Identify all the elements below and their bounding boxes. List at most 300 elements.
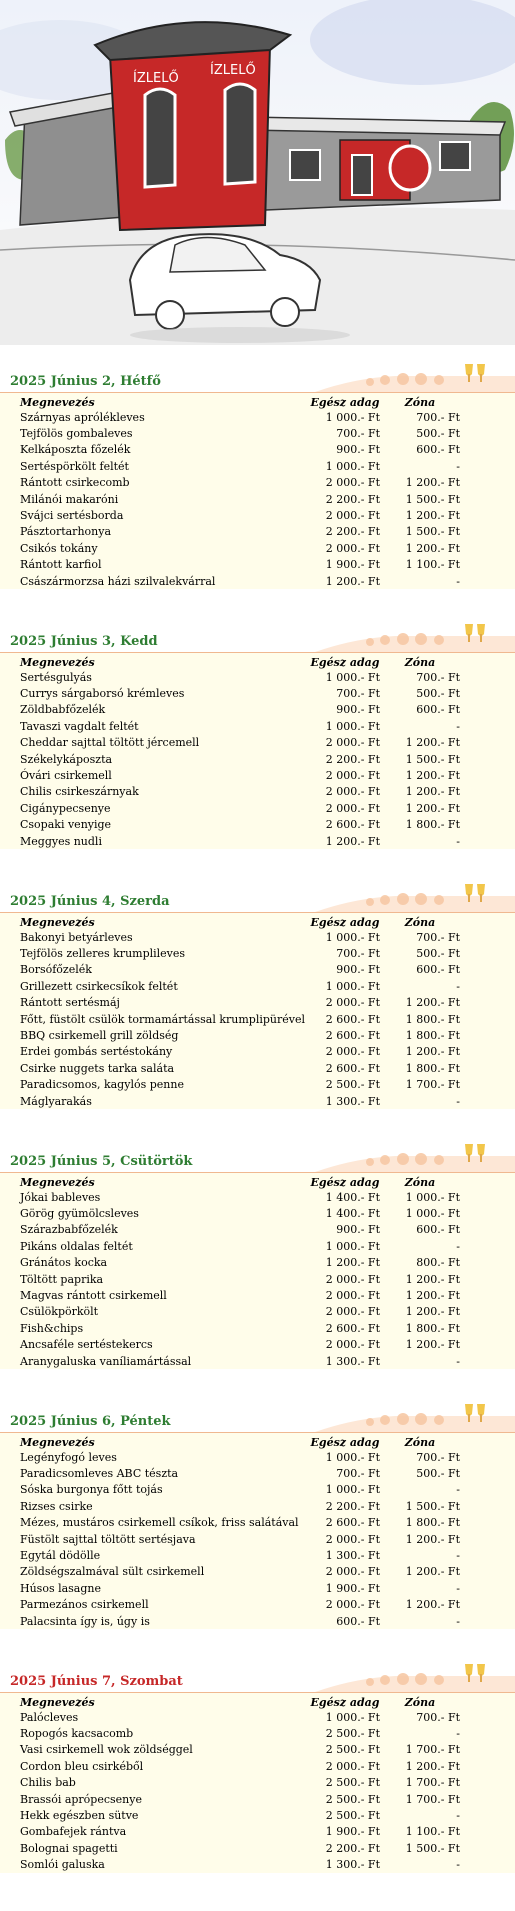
day-title: 2025 Június 7, Szombat — [10, 1674, 183, 1689]
zona-price: - — [456, 1727, 460, 1741]
menu-row — [20, 1465, 460, 1481]
zona-price: 1 200.- Ft — [405, 1598, 460, 1612]
full-portion-price: 1 400.- Ft — [325, 1207, 380, 1221]
menu-row — [20, 1482, 460, 1498]
menu-row — [20, 1304, 460, 1320]
day-menu — [0, 890, 515, 1109]
menu-row — [20, 800, 460, 816]
full-portion-price: 2 000.- Ft — [325, 1532, 380, 1546]
menu-table — [20, 1693, 460, 1873]
full-portion-price: 2 500.- Ft — [325, 1743, 380, 1757]
full-portion-price: 2 000.- Ft — [325, 476, 380, 490]
zona-price: 1 200.- Ft — [405, 1532, 460, 1546]
column-header-full-portion: Egész adag — [310, 1175, 380, 1189]
menu-row — [20, 1791, 460, 1807]
dish-name: Kelkáposzta főzelék — [20, 443, 131, 457]
full-portion-price: 2 000.- Ft — [325, 541, 380, 555]
full-portion-price: 2 000.- Ft — [325, 1305, 380, 1319]
menu-row — [20, 718, 460, 734]
full-portion-price: 2 000.- Ft — [325, 1565, 380, 1579]
column-header-name: Megnevezés — [20, 1175, 95, 1189]
full-portion-price: 1 200.- Ft — [325, 834, 380, 848]
dish-name: Csopaki venyige — [20, 818, 112, 832]
menu-row — [20, 702, 460, 718]
zona-price: 600.- Ft — [416, 963, 460, 977]
menu-row — [20, 1857, 460, 1873]
restaurant-illustration — [0, 0, 515, 345]
zona-price: 1 200.- Ft — [405, 1045, 460, 1059]
menu-row — [20, 540, 460, 556]
menu-row — [20, 409, 460, 425]
menu-row — [20, 1287, 460, 1303]
full-portion-price: 1 000.- Ft — [325, 459, 380, 473]
zona-price: 1 700.- Ft — [405, 1776, 460, 1790]
zona-price: 700.- Ft — [416, 1450, 460, 1464]
dish-name: Csülökpörkölt — [20, 1305, 99, 1319]
menu-row — [20, 784, 460, 800]
day-menu — [0, 630, 515, 849]
full-portion-price: 2 200.- Ft — [325, 1499, 380, 1513]
full-portion-price: 2 600.- Ft — [325, 1029, 380, 1043]
tableware-decoration-icon — [315, 1138, 515, 1172]
zona-price: 1 500.- Ft — [405, 752, 460, 766]
dish-name: Cheddar sajttal töltött jércemell — [20, 736, 200, 750]
menu-row — [20, 524, 460, 540]
full-portion-price: 2 600.- Ft — [325, 1321, 380, 1335]
menu-table — [20, 653, 460, 849]
full-portion-price: 2 200.- Ft — [325, 492, 380, 506]
dish-name: Tavaszi vagdalt feltét — [20, 719, 139, 733]
zona-price: 1 200.- Ft — [405, 1305, 460, 1319]
zona-price: 1 500.- Ft — [405, 492, 460, 506]
dish-name: Tejfölös zelleres krumplileves — [20, 947, 186, 961]
full-portion-price: 1 000.- Ft — [325, 719, 380, 733]
full-portion-price: 2 000.- Ft — [325, 1289, 380, 1303]
dish-name: Svájci sertésborda — [20, 509, 124, 523]
menu-row — [20, 962, 460, 978]
column-header-zona: Zóna — [404, 1435, 436, 1449]
menu-row — [20, 685, 460, 701]
zona-price: 500.- Ft — [416, 1467, 460, 1481]
menu-row — [20, 1449, 460, 1465]
full-portion-price: 700.- Ft — [336, 687, 380, 701]
menu-row — [20, 1498, 460, 1514]
full-portion-price: 900.- Ft — [336, 1223, 380, 1237]
zona-price: - — [456, 719, 460, 733]
full-portion-price: 1 900.- Ft — [325, 1825, 380, 1839]
menu-row — [20, 475, 460, 491]
menu-table — [20, 913, 460, 1109]
column-header-name: Megnevezés — [20, 915, 95, 929]
zona-price: 1 500.- Ft — [405, 525, 460, 539]
day-menu — [0, 1150, 515, 1369]
column-header-full-portion: Egész adag — [310, 1435, 380, 1449]
dish-name: BBQ csirkemell grill zöldség — [20, 1029, 179, 1043]
menu-row — [20, 995, 460, 1011]
column-header-name: Megnevezés — [20, 1695, 95, 1709]
zona-price: 1 200.- Ft — [405, 996, 460, 1010]
zona-price: 1 800.- Ft — [405, 1321, 460, 1335]
zona-price: 700.- Ft — [416, 930, 460, 944]
menu-row — [20, 1011, 460, 1027]
full-portion-price: 1 000.- Ft — [325, 410, 380, 424]
menu-row — [20, 1044, 460, 1060]
full-portion-price: 2 000.- Ft — [325, 1045, 380, 1059]
zona-price: - — [456, 574, 460, 588]
dish-name: Bolognai spagetti — [20, 1841, 118, 1855]
zona-price: - — [456, 1581, 460, 1595]
full-portion-price: 2 500.- Ft — [325, 1776, 380, 1790]
menu-row — [20, 978, 460, 994]
sign-left: ÍZLELŐ — [133, 71, 179, 86]
zona-price: 1 200.- Ft — [405, 541, 460, 555]
full-portion-price: 2 600.- Ft — [325, 818, 380, 832]
dish-name: Főtt, füstölt csülök tormamártással krumplipürével — [20, 1012, 305, 1026]
dish-name: Máglyarakás — [20, 1094, 92, 1108]
full-portion-price: 1 000.- Ft — [325, 1483, 380, 1497]
dish-name: Borsófőzelék — [20, 963, 92, 977]
zona-price: 500.- Ft — [416, 687, 460, 701]
column-header-zona: Zóna — [404, 915, 436, 929]
day-menu — [0, 1670, 515, 1873]
zona-price: 1 200.- Ft — [405, 736, 460, 750]
full-portion-price: 1 000.- Ft — [325, 979, 380, 993]
day-header — [0, 890, 515, 913]
menu-row — [20, 1580, 460, 1596]
menu-row — [20, 1060, 460, 1076]
dish-name: Rántott csirkecomb — [20, 476, 130, 490]
dish-name: Császármorzsa házi szilvalekvárral — [20, 574, 216, 588]
zona-price: - — [456, 1549, 460, 1563]
full-portion-price: 2 000.- Ft — [325, 1272, 380, 1286]
full-portion-price: 2 000.- Ft — [325, 736, 380, 750]
day-header — [0, 370, 515, 393]
dish-name: Cigánypecsenye — [20, 801, 111, 815]
menu-row — [20, 1337, 460, 1353]
dish-name: Somlói galuska — [20, 1858, 105, 1872]
menu-row — [20, 573, 460, 589]
menu-row — [20, 1271, 460, 1287]
tableware-decoration-icon — [315, 1398, 515, 1432]
zona-price: 1 700.- Ft — [405, 1743, 460, 1757]
full-portion-price: 2 000.- Ft — [325, 801, 380, 815]
zona-price: 600.- Ft — [416, 443, 460, 457]
dish-name: Paradicsomos, kagylós penne — [20, 1078, 184, 1092]
dish-name: Mézes, mustáros csirkemell csíkok, friss salátával — [20, 1516, 299, 1530]
zona-price: - — [456, 1354, 460, 1368]
menu-row — [20, 1613, 460, 1629]
full-portion-price: 700.- Ft — [336, 947, 380, 961]
zona-price: 1 500.- Ft — [405, 1499, 460, 1513]
menu-row — [20, 1189, 460, 1205]
menu-row — [20, 1597, 460, 1613]
column-header-zona: Zóna — [404, 1695, 436, 1709]
zona-price: 1 000.- Ft — [405, 1207, 460, 1221]
zona-price: 1 800.- Ft — [405, 1061, 460, 1075]
menu-row — [20, 1255, 460, 1271]
menu-row — [20, 1564, 460, 1580]
full-portion-price: 900.- Ft — [336, 963, 380, 977]
day-title: 2025 Június 3, Kedd — [10, 634, 158, 649]
zona-price: 600.- Ft — [416, 703, 460, 717]
tableware-decoration-icon — [315, 1658, 515, 1692]
full-portion-price: 700.- Ft — [336, 1467, 380, 1481]
zona-price: 700.- Ft — [416, 1710, 460, 1724]
full-portion-price: 900.- Ft — [336, 443, 380, 457]
dish-name: Currys sárgaborsó krémleves — [20, 687, 185, 701]
dish-name: Görög gyümölcsleves — [20, 1207, 139, 1221]
dish-name: Vasi csirkemell wok zöldséggel — [20, 1743, 193, 1757]
column-header-name: Megnevezés — [20, 1435, 95, 1449]
dish-name: Egytál dödölle — [20, 1549, 101, 1563]
full-portion-price: 1 900.- Ft — [325, 558, 380, 572]
zona-price: 700.- Ft — [416, 410, 460, 424]
zona-price: 500.- Ft — [416, 427, 460, 441]
dish-name: Csikós tokány — [20, 541, 98, 555]
full-portion-price: 2 000.- Ft — [325, 509, 380, 523]
menu-row — [20, 1725, 460, 1741]
column-header-full-portion: Egész adag — [310, 395, 380, 409]
menu-row — [20, 458, 460, 474]
zona-price: 1 100.- Ft — [405, 1825, 460, 1839]
dish-name: Zöldbabfőzelék — [20, 703, 106, 717]
dish-name: Ropogós kacsacomb — [20, 1727, 134, 1741]
full-portion-price: 2 500.- Ft — [325, 1809, 380, 1823]
menu-row — [20, 1515, 460, 1531]
menu-row — [20, 1353, 460, 1369]
zona-price: 1 800.- Ft — [405, 818, 460, 832]
day-menu — [0, 1410, 515, 1629]
column-header-zona: Zóna — [404, 395, 436, 409]
full-portion-price: 2 000.- Ft — [325, 1338, 380, 1352]
dish-name: Füstölt sajttal töltött sertésjava — [20, 1532, 196, 1546]
full-portion-price: 1 200.- Ft — [325, 574, 380, 588]
column-header-name: Megnevezés — [20, 655, 95, 669]
zona-price: 1 500.- Ft — [405, 1841, 460, 1855]
zona-price: 1 200.- Ft — [405, 1289, 460, 1303]
dish-name: Palacsinta így is, úgy is — [20, 1614, 150, 1628]
dish-name: Erdei gombás sertéstokány — [20, 1045, 173, 1059]
dish-name: Aranygaluska vaníliamártással — [20, 1354, 192, 1368]
day-header — [0, 1410, 515, 1433]
dish-name: Sertéspörkölt feltét — [20, 459, 129, 473]
dish-name: Grillezett csirkecsíkok feltét — [20, 979, 178, 993]
zona-price: 500.- Ft — [416, 947, 460, 961]
menu-row — [20, 1824, 460, 1840]
zona-price: 1 700.- Ft — [405, 1792, 460, 1806]
day-header — [0, 1670, 515, 1693]
dish-name: Legényfogó leves — [20, 1450, 117, 1464]
day-menu — [0, 370, 515, 589]
tableware-decoration-icon — [315, 618, 515, 652]
column-header-full-portion: Egész adag — [310, 915, 380, 929]
full-portion-price: 1 300.- Ft — [325, 1858, 380, 1872]
zona-price: 1 200.- Ft — [405, 1759, 460, 1773]
full-portion-price: 2 000.- Ft — [325, 785, 380, 799]
full-portion-price: 1 300.- Ft — [325, 1549, 380, 1563]
zona-price: - — [456, 1094, 460, 1108]
menu-row — [20, 507, 460, 523]
menu-row — [20, 1758, 460, 1774]
menu-row — [20, 1077, 460, 1093]
dish-name: Brassói aprópecsenye — [20, 1792, 142, 1806]
full-portion-price: 2 600.- Ft — [325, 1516, 380, 1530]
dish-name: Sóska burgonya főtt tojás — [20, 1483, 163, 1497]
menu-row — [20, 817, 460, 833]
full-portion-price: 2 500.- Ft — [325, 1727, 380, 1741]
full-portion-price: 2 200.- Ft — [325, 752, 380, 766]
full-portion-price: 1 000.- Ft — [325, 1450, 380, 1464]
column-header-name: Megnevezés — [20, 395, 95, 409]
dish-name: Rizses csirke — [20, 1499, 93, 1513]
menu-row — [20, 425, 460, 441]
dish-name: Ancsaféle sertéstekercs — [20, 1338, 153, 1352]
day-header — [0, 630, 515, 653]
column-header-full-portion: Egész adag — [310, 1695, 380, 1709]
zona-price: - — [456, 979, 460, 993]
zona-price: 1 200.- Ft — [405, 509, 460, 523]
zona-price: - — [456, 1614, 460, 1628]
day-title: 2025 Június 4, Szerda — [10, 894, 170, 909]
menu-row — [20, 1709, 460, 1725]
full-portion-price: 600.- Ft — [336, 1614, 380, 1628]
zona-price: 1 200.- Ft — [405, 1565, 460, 1579]
dish-name: Chilis csirkeszárnyak — [20, 785, 139, 799]
menu-row — [20, 767, 460, 783]
dish-name: Gránátos kocka — [20, 1256, 108, 1270]
zona-price: - — [456, 834, 460, 848]
dish-name: Rántott karfiol — [20, 558, 102, 572]
dish-name: Székelykáposzta — [20, 752, 113, 766]
dish-name: Zöldségszalmával sült csirkemell — [20, 1565, 205, 1579]
zona-price: - — [456, 459, 460, 473]
dish-name: Bakonyi betyárleves — [20, 930, 133, 944]
zona-price: 1 200.- Ft — [405, 801, 460, 815]
full-portion-price: 2 500.- Ft — [325, 1078, 380, 1092]
menu-row — [20, 1320, 460, 1336]
dish-name: Tejfölös gombaleves — [20, 427, 133, 441]
menu-row — [20, 735, 460, 751]
zona-price: 700.- Ft — [416, 670, 460, 684]
full-portion-price: 1 400.- Ft — [325, 1190, 380, 1204]
menu-row — [20, 833, 460, 849]
dish-name: Pikáns oldalas feltét — [20, 1239, 133, 1253]
full-portion-price: 2 500.- Ft — [325, 1792, 380, 1806]
menu-row — [20, 1807, 460, 1823]
dish-name: Töltött paprika — [20, 1272, 104, 1286]
zona-price: 600.- Ft — [416, 1223, 460, 1237]
full-portion-price: 2 000.- Ft — [325, 769, 380, 783]
dish-name: Jókai bableves — [20, 1190, 101, 1204]
dish-name: Szárnyas aprólékleves — [20, 410, 145, 424]
menu-row — [20, 1238, 460, 1254]
dish-name: Chilis bab — [20, 1776, 76, 1790]
column-header-full-portion: Egész adag — [310, 655, 380, 669]
menu-row — [20, 1222, 460, 1238]
full-portion-price: 700.- Ft — [336, 427, 380, 441]
dish-name: Fish&chips — [20, 1321, 84, 1335]
menu-table — [20, 393, 460, 589]
full-portion-price: 1 300.- Ft — [325, 1354, 380, 1368]
dish-name: Palócleves — [20, 1710, 79, 1724]
dish-name: Magvas rántott csirkemell — [20, 1289, 167, 1303]
menu-row — [20, 945, 460, 961]
menu-row — [20, 1547, 460, 1563]
dish-name: Cordon bleu csirkéből — [20, 1759, 144, 1773]
dish-name: Húsos lasagne — [20, 1581, 102, 1595]
zona-price: 1 800.- Ft — [405, 1516, 460, 1530]
menu-row — [20, 1531, 460, 1547]
dish-name: Meggyes nudli — [20, 834, 102, 848]
zona-price: 1 100.- Ft — [405, 558, 460, 572]
menu-table — [20, 1433, 460, 1629]
dish-name: Csirke nuggets tarka saláta — [20, 1061, 175, 1075]
day-title: 2025 Június 5, Csütörtök — [10, 1154, 193, 1169]
menu-row — [20, 1742, 460, 1758]
menu-row — [20, 557, 460, 573]
dish-name: Szárazbabfőzelék — [20, 1223, 118, 1237]
zona-price: 1 200.- Ft — [405, 1338, 460, 1352]
tableware-decoration-icon — [315, 358, 515, 392]
full-portion-price: 2 000.- Ft — [325, 1759, 380, 1773]
zona-price: - — [456, 1239, 460, 1253]
zona-price: 1 200.- Ft — [405, 1272, 460, 1286]
full-portion-price: 2 600.- Ft — [325, 1061, 380, 1075]
day-title: 2025 Június 2, Hétfő — [10, 374, 161, 389]
dish-name: Milánói makaróni — [20, 492, 119, 506]
tableware-decoration-icon — [315, 878, 515, 912]
dish-name: Parmezános csirkemell — [20, 1598, 149, 1612]
full-portion-price: 2 600.- Ft — [325, 1012, 380, 1026]
menu-row — [20, 751, 460, 767]
menu-table — [20, 1173, 460, 1369]
zona-price: - — [456, 1858, 460, 1872]
zona-price: - — [456, 1809, 460, 1823]
menu-row — [20, 491, 460, 507]
zona-price: 1 700.- Ft — [405, 1078, 460, 1092]
full-portion-price: 1 000.- Ft — [325, 930, 380, 944]
menu-row — [20, 1205, 460, 1221]
dish-name: Gombafejek rántva — [20, 1825, 127, 1839]
dish-name: Sertésgulyás — [20, 670, 92, 684]
full-portion-price: 1 900.- Ft — [325, 1581, 380, 1595]
menu-row — [20, 1093, 460, 1109]
zona-price: 1 200.- Ft — [405, 769, 460, 783]
full-portion-price: 1 000.- Ft — [325, 670, 380, 684]
full-portion-price: 1 000.- Ft — [325, 1239, 380, 1253]
menu-row — [20, 1027, 460, 1043]
column-header-zona: Zóna — [404, 655, 436, 669]
menu-row — [20, 669, 460, 685]
column-header-zona: Zóna — [404, 1175, 436, 1189]
dish-name: Hekk egészben sütve — [20, 1809, 139, 1823]
menu-row — [20, 442, 460, 458]
zona-price: - — [456, 1483, 460, 1497]
menu-row — [20, 1775, 460, 1791]
full-portion-price: 2 000.- Ft — [325, 996, 380, 1010]
full-portion-price: 900.- Ft — [336, 703, 380, 717]
day-header — [0, 1150, 515, 1173]
zona-price: 1 800.- Ft — [405, 1029, 460, 1043]
zona-price: 1 800.- Ft — [405, 1012, 460, 1026]
full-portion-price: 2 200.- Ft — [325, 1841, 380, 1855]
zona-price: 1 000.- Ft — [405, 1190, 460, 1204]
zona-price: 1 200.- Ft — [405, 476, 460, 490]
sign-right: ÍZLELŐ — [210, 63, 256, 78]
full-portion-price: 1 000.- Ft — [325, 1710, 380, 1724]
zona-price: 1 200.- Ft — [405, 785, 460, 799]
dish-name: Pásztortarhonya — [20, 525, 112, 539]
